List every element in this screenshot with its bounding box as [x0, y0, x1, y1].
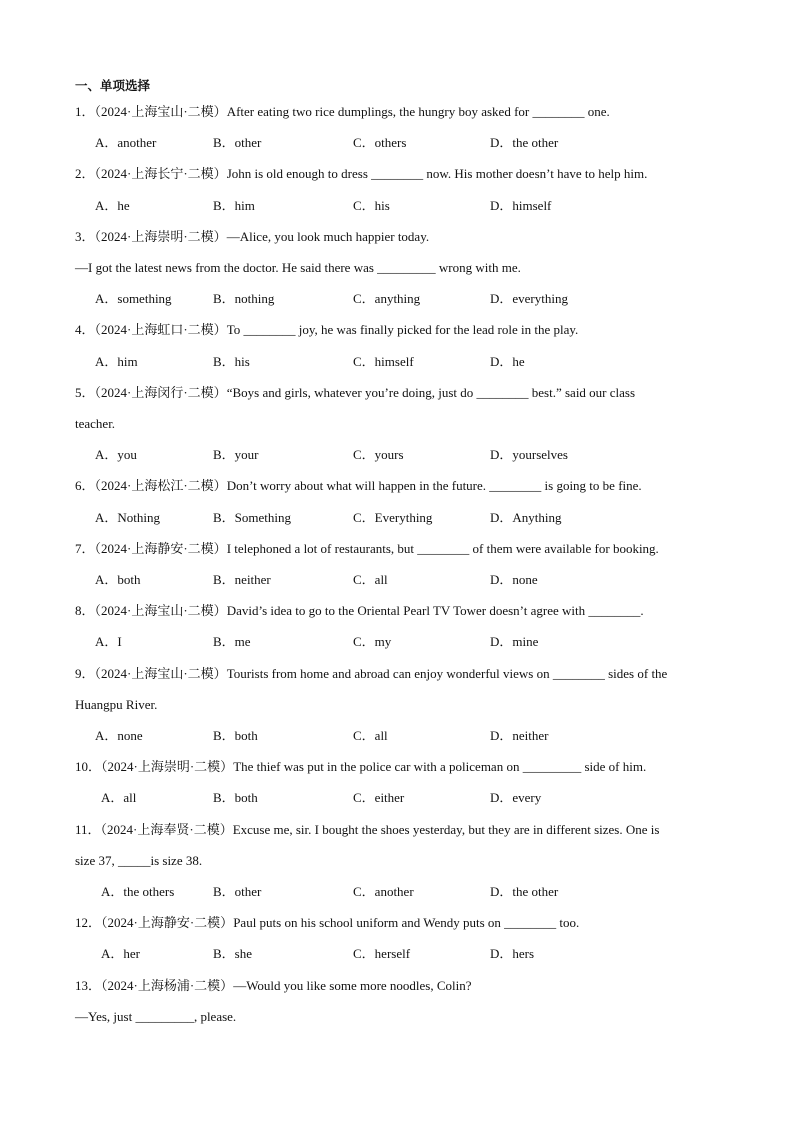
question-number: 10． [75, 759, 102, 774]
question-number: 7． [75, 541, 95, 556]
question-source: （2024·上海崇明·二模） [94, 229, 227, 244]
option-d[interactable]: D．himself [490, 198, 552, 213]
question-3-options [95, 290, 735, 308]
option-d[interactable]: D．hers [490, 946, 535, 961]
option-c[interactable]: C．himself [353, 354, 414, 369]
question-text: “Boys and girls, whatever you’re doing, just do ________ best.” said our class [226, 385, 636, 400]
question-12 [75, 914, 579, 932]
option-c[interactable]: C．all [353, 572, 388, 587]
question-11-options [101, 883, 741, 901]
option-a[interactable]: A．none [95, 728, 143, 743]
option-c[interactable]: C．Everything [353, 510, 433, 525]
question-6-options [95, 509, 735, 527]
question-source: （2024·上海杨浦·二模） [101, 978, 234, 993]
question-13 [75, 977, 472, 995]
question-number: 9． [75, 666, 95, 681]
option-a[interactable]: A．him [95, 354, 138, 369]
question-9-line-2: Huangpu River. [75, 697, 158, 712]
question-9-options [95, 727, 735, 745]
option-d[interactable]: D．neither [490, 728, 549, 743]
option-d[interactable]: D．he [490, 354, 525, 369]
question-1-options [95, 134, 735, 152]
question-10-options [101, 789, 741, 807]
option-a[interactable]: A．the others [101, 884, 175, 899]
option-a[interactable]: A．Nothing [95, 510, 161, 525]
option-d[interactable]: D．none [490, 572, 538, 587]
question-source: （2024·上海虹口·二模） [94, 322, 227, 337]
option-d[interactable]: D．yourselves [490, 447, 568, 462]
question-number: 4． [75, 322, 95, 337]
option-b[interactable]: B．neither [213, 572, 271, 587]
option-d[interactable]: D．every [490, 790, 542, 805]
option-a[interactable]: A．he [95, 198, 130, 213]
question-text: After eating two rice dumplings, the hungry boy asked for ________ one. [226, 104, 610, 119]
question-number: 13． [75, 978, 102, 993]
question-7 [75, 540, 659, 558]
option-c[interactable]: C．anything [353, 291, 421, 306]
option-c[interactable]: C．herself [353, 946, 411, 961]
question-text: —Alice, you look much happier today. [226, 229, 430, 244]
question-5-line-2: teacher. [75, 416, 116, 431]
question-12-options [101, 945, 741, 963]
question-number: 5． [75, 385, 95, 400]
question-source: （2024·上海松江·二模） [94, 478, 227, 493]
question-6 [75, 477, 642, 495]
option-b[interactable]: B．him [213, 198, 255, 213]
option-b[interactable]: B．his [213, 354, 250, 369]
question-number: 11． [75, 822, 101, 837]
question-11 [75, 821, 659, 839]
question-8-options [95, 633, 735, 651]
question-3 [75, 228, 429, 246]
option-d[interactable]: D．the other [490, 884, 559, 899]
option-d[interactable]: D．the other [490, 135, 559, 150]
question-10 [75, 758, 646, 776]
question-number: 2． [75, 166, 95, 181]
question-text: Paul puts on his school uniform and Wendy puts on ________ too. [233, 915, 580, 930]
question-2-options [95, 197, 735, 215]
option-a[interactable]: A．all [101, 790, 137, 805]
question-source: （2024·上海宝山·二模） [94, 603, 227, 618]
question-number: 8． [75, 603, 95, 618]
question-text: I telephoned a lot of restaurants, but ________ of them were available for booking. [226, 541, 659, 556]
option-b[interactable]: B．Something [213, 510, 292, 525]
option-b[interactable]: B．both [213, 728, 258, 743]
question-text: Tourists from home and abroad can enjoy wonderful views on ________ sides of the [226, 666, 668, 681]
option-a[interactable]: A．I [95, 634, 122, 649]
option-b[interactable]: B．both [213, 790, 258, 805]
question-text: —Would you like some more noodles, Colin? [233, 978, 472, 993]
option-c[interactable]: C．others [353, 135, 407, 150]
option-c[interactable]: C．my [353, 634, 392, 649]
question-text: To ________ joy, he was finally picked for the lead role in the play. [226, 322, 579, 337]
question-text: The thief was put in the police car with a policeman on _________ side of him. [233, 759, 647, 774]
option-a[interactable]: A．both [95, 572, 141, 587]
question-source: （2024·上海崇明·二模） [101, 759, 234, 774]
question-text: Don’t worry about what will happen in the future. ________ is going to be fine. [226, 478, 642, 493]
question-source: （2024·上海宝山·二模） [94, 104, 227, 119]
question-4-options [95, 353, 735, 371]
question-2 [75, 165, 647, 183]
question-4 [75, 321, 578, 339]
question-5 [75, 384, 635, 402]
option-b[interactable]: B．nothing [213, 291, 275, 306]
question-5-options [95, 446, 735, 464]
option-b[interactable]: B．other [213, 135, 262, 150]
option-b[interactable]: B．me [213, 634, 251, 649]
question-source: （2024·上海闵行·二模） [94, 385, 227, 400]
option-a[interactable]: A．something [95, 291, 172, 306]
section-title: 一、单项选择 [75, 78, 151, 93]
question-text: David’s idea to go to the Oriental Pearl TV Tower doesn’t agree with ________. [226, 603, 644, 618]
question-13-line-2: —Yes, just _________, please. [75, 1009, 237, 1024]
option-a[interactable]: A．her [101, 946, 140, 961]
option-b[interactable]: B．she [213, 946, 253, 961]
option-a[interactable]: A．you [95, 447, 137, 462]
option-c[interactable]: C．yours [353, 447, 404, 462]
question-source: （2024·上海静安·二模） [94, 541, 227, 556]
question-text: Excuse me, sir. I bought the shoes yesterday, but they are in different sizes. One is [232, 822, 660, 837]
option-b[interactable]: B．your [213, 447, 259, 462]
question-source: （2024·上海静安·二模） [101, 915, 234, 930]
question-source: （2024·上海长宁·二模） [94, 166, 227, 181]
question-1 [75, 103, 610, 121]
option-d[interactable]: D．everything [490, 291, 568, 306]
option-c[interactable]: C．all [353, 728, 388, 743]
option-a[interactable]: A．another [95, 135, 157, 150]
question-9 [75, 665, 667, 683]
option-d[interactable]: D．Anything [490, 510, 562, 525]
option-b[interactable]: B．other [213, 884, 262, 899]
question-8 [75, 602, 644, 620]
question-7-options [95, 571, 735, 589]
question-source: （2024·上海奉贤·二模） [100, 822, 233, 837]
question-number: 12． [75, 915, 102, 930]
question-11-line-2: size 37, _____is size 38. [75, 853, 203, 868]
question-source: （2024·上海宝山·二模） [94, 666, 227, 681]
option-c[interactable]: C．either [353, 790, 405, 805]
option-c[interactable]: C．his [353, 198, 390, 213]
question-text: John is old enough to dress ________ now. His mother doesn’t have to help him. [226, 166, 648, 181]
question-number: 6． [75, 478, 95, 493]
question-number: 3． [75, 229, 95, 244]
question-3-line-2: —I got the latest news from the doctor. He said there was _________ wrong with me. [75, 260, 521, 275]
option-d[interactable]: D．mine [490, 634, 539, 649]
option-c[interactable]: C．another [353, 884, 414, 899]
question-number: 1． [75, 104, 95, 119]
